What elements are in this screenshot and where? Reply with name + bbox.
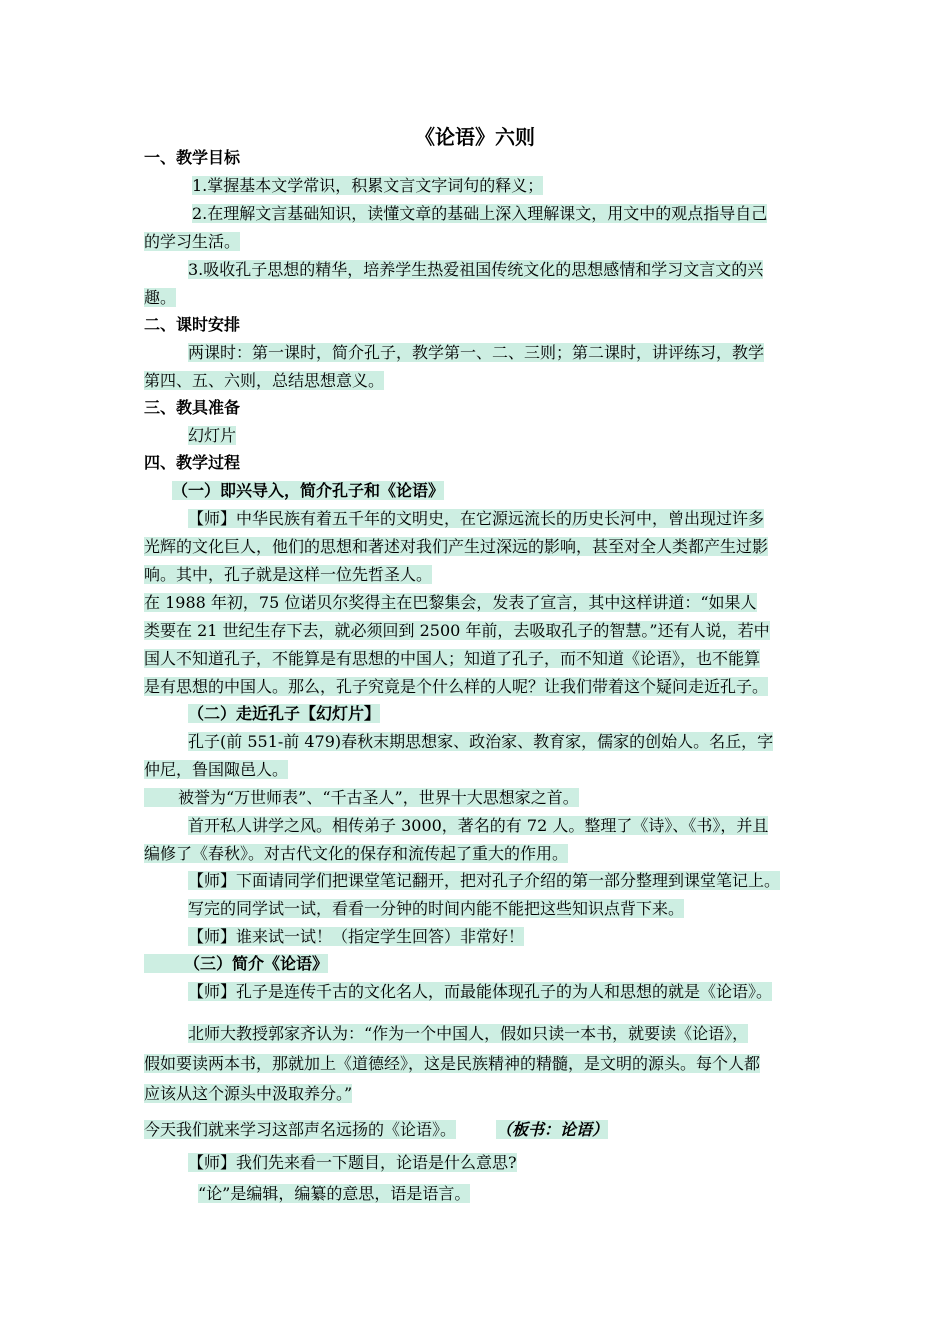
- analects-para-2-line-1: 北师大教授郭家齐认为：“作为一个中国人，假如只读一本书，就要读《论语》，: [188, 1024, 749, 1043]
- analects-para-2-line-2: 假如要读两本书，那就加上《道德经》，这是民族精神的精髓，是文明的源头。每个人都: [144, 1054, 761, 1073]
- goal-2-line-2: 的学习生活。: [144, 232, 241, 251]
- goal-3-line-2: 趣。: [144, 288, 177, 307]
- confucius-para-1-line-2: 仲尼，鲁国陬邑人。: [144, 760, 289, 779]
- schedule-line-1: 两课时：第一课时，简介孔子，教学第一、二、三则；第二课时，讲评练习，教学: [188, 343, 765, 362]
- confucius-para-2-line-1: 被誉为“万世师表”、“千古圣人”，世界十大思想家之首。: [144, 788, 579, 807]
- board-note: （板书：论语）: [496, 1120, 609, 1139]
- teacher-note-1: 【师】下面请同学们把课堂笔记翻开，把对孔子介绍的第一部分整理到课堂笔记上。: [188, 871, 781, 890]
- intro-para-2-line-4: 是有思想的中国人。那么，孔子究竟是个什么样的人呢？让我们带着这个疑问走近孔子。: [144, 677, 769, 696]
- schedule-line-2: 第四、五、六则，总结思想意义。: [144, 371, 385, 390]
- confucius-para-3-line-1: 首开私人讲学之风。相传弟子 3000，著名的有 72 人。整理了《诗》、《书》，并且: [188, 816, 769, 835]
- intro-para-2-line-1: 在 1988 年初，75 位诺贝尔奖得主在巴黎集会，发表了宣言，其中这样讲道：“如果人: [144, 593, 757, 612]
- intro-para-1-line-3: 响。其中，孔子就是这样一位先哲圣人。: [144, 565, 433, 584]
- goal-1: 1.掌握基本文学常识，积累文言文字词句的释义；: [192, 176, 544, 195]
- goal-3-line-1: 3.吸收孔子思想的精华，培养学生热爱祖国传统文化的思想感情和学习文言文的兴: [188, 260, 764, 279]
- intro-para-2-line-3: 国人不知道孔子，不能算是有思想的中国人；知道了孔子，而不知道《论语》，也不能算: [144, 649, 761, 668]
- teacher-question: 【师】我们先来看一下题目，论语是什么意思?: [188, 1153, 517, 1172]
- section-heading-teaching-goals: 一、教学目标: [144, 148, 241, 167]
- analects-para-1: 【师】孔子是连传千古的文化名人，而最能体现孔子的为人和思想的就是《论语》。: [188, 982, 773, 1001]
- answer-line: “论”是编辑，编纂的意思，语是语言。: [198, 1184, 471, 1203]
- section-heading-materials: 三、教具准备: [144, 398, 241, 417]
- analects-para-3: 今天我们就来学习这部声名远扬的《论语》。: [144, 1120, 457, 1139]
- goal-2-line-1: 2.在理解文言基础知识，读懂文章的基础上深入理解课文，用文中的观点指导自己: [192, 204, 768, 223]
- teacher-note-2: 写完的同学试一试，看看一分钟的时间内能不能把这些知识点背下来。: [188, 899, 685, 918]
- intro-para-2-line-2: 类要在 21 世纪生存下去，就必须回到 2500 年前，去吸取孔子的智慧。”还有人说，若中: [144, 621, 770, 640]
- section-heading-schedule: 二、课时安排: [144, 315, 241, 334]
- subsection-heading-analects: （三）简介《论语》: [144, 954, 328, 973]
- confucius-para-1-line-1: 孔子(前 551-前 479)春秋末期思想家、政治家、教育家，儒家的创始人。名丘，字: [188, 732, 774, 751]
- intro-para-1-line-2: 光辉的文化巨人，他们的思想和著述对我们产生过深远的影响，甚至对全人类都产生过影: [144, 537, 769, 556]
- confucius-para-3-line-2: 编修了《春秋》。对古代文化的保存和流传起了重大的作用。: [144, 844, 569, 863]
- document-title: 《论语》六则: [415, 125, 535, 149]
- subsection-heading-confucius: （二）走近孔子【幻灯片】: [188, 704, 381, 723]
- subsection-heading-intro: （一）即兴导入，简介孔子和《论语》: [172, 481, 445, 500]
- materials-line: 幻灯片: [188, 426, 237, 445]
- analects-para-2-line-3: 应该从这个源头中汲取养分。”: [144, 1084, 353, 1103]
- teacher-note-3: 【师】谁来试一试！（指定学生回答）非常好！: [188, 927, 525, 946]
- section-heading-process: 四、教学过程: [144, 453, 241, 472]
- intro-para-1-line-1: 【师】中华民族有着五千年的文明史，在它源远流长的历史长河中，曾出现过许多: [188, 509, 765, 528]
